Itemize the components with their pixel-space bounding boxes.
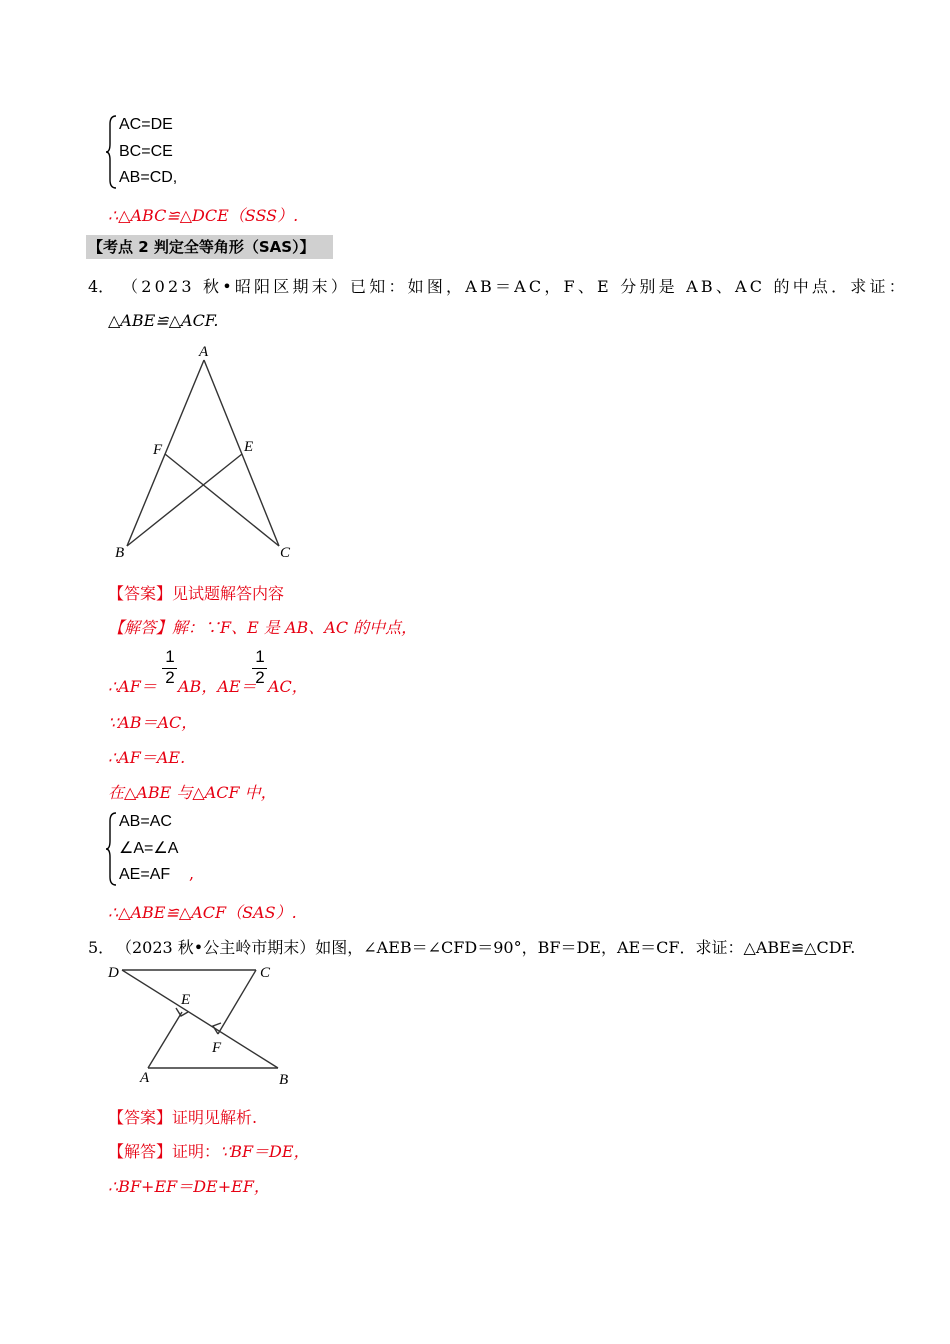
right-angle-mark — [213, 1023, 221, 1034]
segment-be — [127, 454, 242, 546]
solution-prefix: 【解答】证明： — [108, 1142, 221, 1161]
segment-db — [122, 970, 278, 1068]
system-line: AC=DE — [119, 116, 173, 133]
system-line: AB=AC — [119, 813, 172, 830]
segment-cf — [165, 454, 279, 546]
conclusion: ∴△ABC≌△DCE（SSS）. — [108, 206, 299, 225]
brace-icon — [104, 114, 118, 190]
equation-system — [119, 809, 178, 889]
segment-cf — [218, 970, 256, 1034]
system-line: AE=AF — [119, 866, 171, 883]
equation-part: AC， — [268, 677, 308, 696]
label-f: F — [153, 442, 163, 458]
system-line: ∠A=∠A — [119, 839, 179, 857]
fraction-numerator: 1 — [165, 647, 175, 666]
question-number: 4． — [88, 277, 115, 296]
label-e: E — [244, 439, 254, 455]
equation-part: ∴AF＝ — [108, 677, 157, 696]
label-e: E — [181, 992, 191, 1008]
solution: 【解答】解：∵F、E 是 AB、AC 的中点， — [108, 618, 418, 637]
solution-statement: ∵BF＝DE， — [220, 1142, 310, 1161]
segment-ab — [127, 360, 204, 546]
question-text-cont: △ABE≌△ACF. — [108, 311, 219, 330]
system-line: BC=CE — [119, 142, 173, 160]
parallelogram-figure — [100, 960, 300, 1090]
label-c: C — [260, 965, 271, 981]
system-comma: , — [189, 864, 195, 883]
question-text: （2023 秋•昭阳区期末）已知：如图，AB＝AC，F、E 分别是 AB、AC 的中点．求证： — [122, 277, 908, 296]
section-heading-text: 【考点 2 判定全等角形（SAS）】 — [88, 238, 315, 256]
question-number: 5． — [88, 938, 115, 957]
solution-line: ∴AF＝AE. — [108, 748, 186, 767]
system-line: AB=CD, — [119, 169, 178, 186]
segment-ac — [204, 360, 279, 546]
section-heading — [86, 235, 333, 259]
label-d: D — [108, 965, 119, 981]
solution-line: ∴BF+EF＝DE+EF， — [108, 1177, 270, 1196]
solution-line: 在△ABE 与△ACF 中， — [108, 783, 277, 802]
fraction-denominator: 2 — [165, 668, 175, 687]
label-b: B — [115, 545, 125, 561]
equation-system — [119, 112, 177, 192]
label-b: B — [279, 1072, 289, 1088]
fraction-denominator: 2 — [255, 668, 265, 687]
brace-icon — [104, 811, 118, 887]
label-a: A — [199, 344, 209, 360]
label-c: C — [280, 545, 291, 561]
solution-line: ∵AB＝AC， — [108, 713, 198, 732]
question-text: （2023 秋•公主岭市期末）如图，∠AEB＝∠CFD＝90°，BF＝DE，AE＝CF．求证：△ABE≌△CDF. — [116, 938, 856, 957]
equation-part: AB，AE＝ — [178, 677, 257, 696]
conclusion: ∴△ABE≌△ACF（SAS）. — [108, 903, 297, 922]
label-a: A — [140, 1070, 150, 1086]
answer: 【答案】见试题解答内容 — [108, 584, 285, 603]
triangle-figure — [105, 340, 305, 565]
fraction-numerator: 1 — [255, 647, 265, 666]
solution — [108, 1139, 310, 1162]
segment-ae — [148, 1012, 182, 1068]
label-f: F — [212, 1040, 222, 1056]
answer: 【答案】证明见解析. — [108, 1108, 258, 1127]
